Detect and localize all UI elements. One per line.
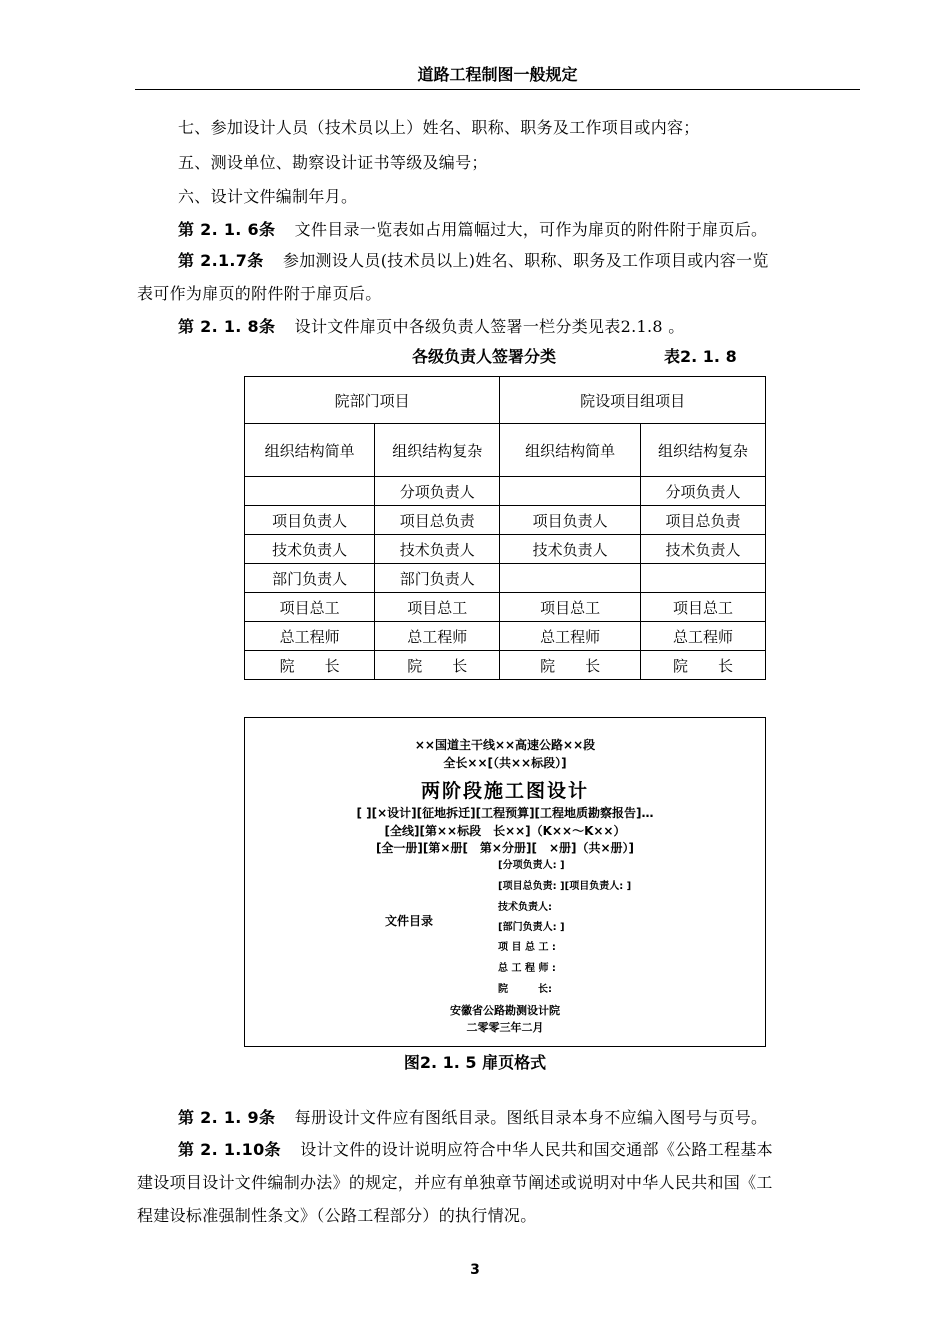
article-label: 第 2.1.7条 (178, 251, 264, 270)
figure-caption: 图2. 1. 5 扉页格式 (403, 1053, 547, 1072)
table-sub-header: 组织结构复杂 (375, 424, 500, 477)
table-row (245, 535, 766, 564)
article-2-1-9 (178, 1105, 767, 1128)
figure-sign-line: [部门负责人: ] (498, 922, 565, 933)
article-2-1-8 (178, 314, 685, 337)
table-row (245, 564, 766, 593)
header-divider (135, 89, 860, 90)
table-row (245, 506, 766, 535)
article-label: 第 2. 1. 9条 (178, 1108, 276, 1127)
table-number: 表2. 1. 8 (664, 347, 737, 366)
article-text: 设计文件的设计说明应符合中华人民共和国交通部《公路工程基本 (300, 1140, 773, 1159)
figure-main-title: 两阶段施工图设计 (420, 780, 589, 802)
table-cell: 技术负责人 (500, 535, 641, 564)
figure-sign-line: [项目总负责: ][项目负责人: ] (498, 881, 632, 892)
article-text: 每册设计文件应有图纸目录。图纸目录本身不应编入图号与页号。 (294, 1108, 768, 1127)
article-text: 参加测设人员(技术员以上)姓名、职称、职务及工作项目或内容一览 (282, 251, 769, 270)
figure-project-line: ××国道主干线××高速公路××段 (414, 738, 596, 752)
table-cell: 总工程师 (245, 622, 375, 651)
table-cell: 项目总工 (640, 593, 765, 622)
table-group-header-row (245, 377, 766, 424)
page-number: 3 (470, 1262, 480, 1278)
table-cell: 项目负责人 (245, 506, 375, 535)
table-cell: 技术负责人 (640, 535, 765, 564)
table-cell (245, 477, 375, 506)
table-group-header: 院设项目组项目 (500, 377, 766, 424)
figure-length-line: 全长××[（共××标段）] (443, 756, 567, 770)
article-2-1-6 (178, 217, 767, 240)
signature-table (244, 376, 766, 680)
figure-volume-line: [全一册][第×册[ 第×分册][ ×册]（共×册）] (375, 841, 635, 855)
table-cell: 院 长 (245, 651, 375, 680)
table-cell: 总工程师 (375, 622, 500, 651)
table-cell: 项目总工 (500, 593, 641, 622)
table-sub-header: 组织结构复杂 (640, 424, 765, 477)
figure-organization: 安徽省公路勘测设计院 (450, 1004, 560, 1017)
article-text: 设计文件扉页中各级负责人签署一栏分类见表2.1.8 。 (294, 317, 685, 336)
figure-doc-types: [ ][×设计][征地拆迁][工程预算][工程地质勘察报告]… (356, 806, 654, 820)
table-cell (500, 477, 641, 506)
figure-sign-line: 院 长: (498, 984, 552, 995)
table-cell: 总工程师 (500, 622, 641, 651)
table-cell: 总工程师 (640, 622, 765, 651)
figure-date: 二零零三年二月 (466, 1021, 544, 1034)
paragraph-item-7: 七、参加设计人员（技术员以上）姓名、职称、职务及工作项目或内容； (178, 118, 700, 137)
figure-toc-label: 文件目录 (385, 914, 434, 928)
figure-sign-line: 项 目 总 工 : (498, 942, 556, 953)
article-2-1-10 (178, 1137, 773, 1160)
table-cell (640, 564, 765, 593)
table-cell: 部门负责人 (245, 564, 375, 593)
table-cell: 项目总工 (245, 593, 375, 622)
table-sub-header: 组织结构简单 (500, 424, 641, 477)
table-cell: 部门负责人 (375, 564, 500, 593)
title-page-figure (244, 717, 766, 1047)
article-label: 第 2. 1.10条 (178, 1140, 281, 1159)
figure-sign-line: 总 工 程 师 : (498, 963, 556, 974)
article-2-1-7-continued: 表可作为扉页的附件附于扉页后。 (137, 284, 382, 303)
article-label: 第 2. 1. 8条 (178, 317, 276, 336)
page-header: 道路工程制图一般规定 (417, 65, 578, 84)
table-cell: 技术负责人 (375, 535, 500, 564)
article-text: 文件目录一览表如占用篇幅过大，可作为扉页的附件附于扉页后。 (294, 220, 768, 239)
figure-sign-line: 技术负责人: (498, 902, 552, 913)
table-cell (500, 564, 641, 593)
table-cell: 项目负责人 (500, 506, 641, 535)
table-cell: 项目总负责 (640, 506, 765, 535)
article-2-1-10-continued: 程建设标准强制性条文》（公路工程部分）的执行情况。 (137, 1206, 537, 1225)
table-cell: 技术负责人 (245, 535, 375, 564)
table-row (245, 477, 766, 506)
article-2-1-7 (178, 248, 769, 271)
article-2-1-10-continued: 建设项目设计文件编制办法》的规定，并应有单独章节阐述或说明对中华人民共和国《工 (137, 1173, 773, 1192)
table-cell: 分项负责人 (640, 477, 765, 506)
figure-section-line: [全线][第××标段 长××]（K××～K××） (384, 824, 626, 838)
table-sub-header: 组织结构简单 (245, 424, 375, 477)
table-row (245, 593, 766, 622)
table-row (245, 622, 766, 651)
table-cell: 项目总负责 (375, 506, 500, 535)
table-title: 各级负责人签署分类 (412, 347, 557, 366)
paragraph-item-5: 五、测设单位、勘察设计证书等级及编号； (178, 153, 488, 172)
table-cell: 院 长 (640, 651, 765, 680)
figure-sign-line: [分项负责人: ] (498, 860, 565, 871)
table-cell: 分项负责人 (375, 477, 500, 506)
table-sub-header-row (245, 424, 766, 477)
table-cell: 院 长 (375, 651, 500, 680)
table-cell: 项目总工 (375, 593, 500, 622)
table-row (245, 651, 766, 680)
table-group-header: 院部门项目 (245, 377, 500, 424)
article-label: 第 2. 1. 6条 (178, 220, 276, 239)
paragraph-item-6: 六、设计文件编制年月。 (178, 187, 358, 206)
table-cell: 院 长 (500, 651, 641, 680)
